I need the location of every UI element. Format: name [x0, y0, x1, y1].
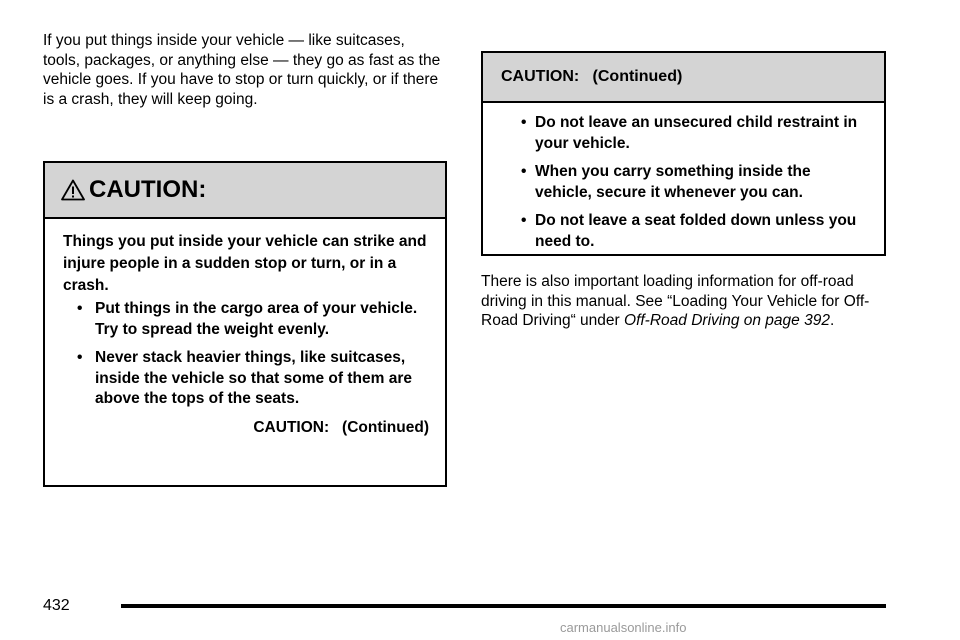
loading-info-tail: . — [829, 312, 835, 329]
caution-header — [45, 163, 445, 219]
caution-continued-bullet-list — [501, 113, 868, 252]
page-number: 432 — [43, 597, 70, 614]
caution-continued-label: CAUTION: (Continued) — [253, 418, 429, 436]
bullet-mark: • — [521, 163, 527, 180]
caution-bullet-list — [63, 299, 429, 410]
loading-info-paragraph — [481, 272, 891, 331]
loading-info-text: There is also important loading information for off-road driving in this manual. See “Loading Your Vehicle for Off-Road Driving“ under — [481, 273, 870, 329]
bullet-mark: • — [521, 212, 527, 229]
caution-continued-box — [481, 51, 886, 256]
bullet-mark: • — [521, 114, 527, 131]
caution-bullet-item — [521, 211, 868, 252]
caution-box — [43, 161, 447, 487]
cross-reference-link[interactable]: Off-Road Driving on page 392 — [624, 312, 830, 329]
caution-bullet-item — [521, 113, 868, 154]
caution-bullet-item — [77, 299, 429, 340]
intro-paragraph: If you put things inside your vehicle — like suitcases, tools, packages, or anything else — they go as fast as the vehicle goes. If you have to stop or turn quickly, or if there is a crash, they will keep going. — [43, 32, 441, 108]
caution-lead-text: Things you put inside your vehicle can strike and injure people in a sudden stop or turn, or in a crash. — [63, 233, 427, 294]
caution-continued-title: CAUTION: (Continued) — [501, 68, 683, 85]
caution-title: CAUTION: — [89, 176, 207, 203]
caution-bullet-item — [521, 162, 868, 203]
caution-continued-header — [483, 53, 884, 103]
caution-body — [45, 219, 445, 438]
bullet-mark: • — [77, 349, 83, 366]
caution-continued-body — [483, 103, 884, 252]
warning-triangle-icon — [61, 179, 85, 201]
bullet-text: When you carry something inside the vehicle, secure it whenever you can. — [535, 163, 811, 201]
watermark: carmanualsonline.info — [560, 620, 687, 635]
footer-rule — [121, 604, 886, 608]
bullet-text: Do not leave a seat folded down unless you need to. — [535, 212, 857, 250]
bullet-text: Never stack heavier things, like suitcases, inside the vehicle so that some of them are above the tops of the seats. — [95, 349, 412, 407]
bullet-mark: • — [77, 300, 83, 317]
bullet-text: Do not leave an unsecured child restraint in your vehicle. — [535, 114, 858, 152]
caution-bullet-item — [77, 348, 429, 410]
bullet-text: Put things in the cargo area of your vehicle. Try to spread the weight evenly. — [95, 300, 418, 338]
